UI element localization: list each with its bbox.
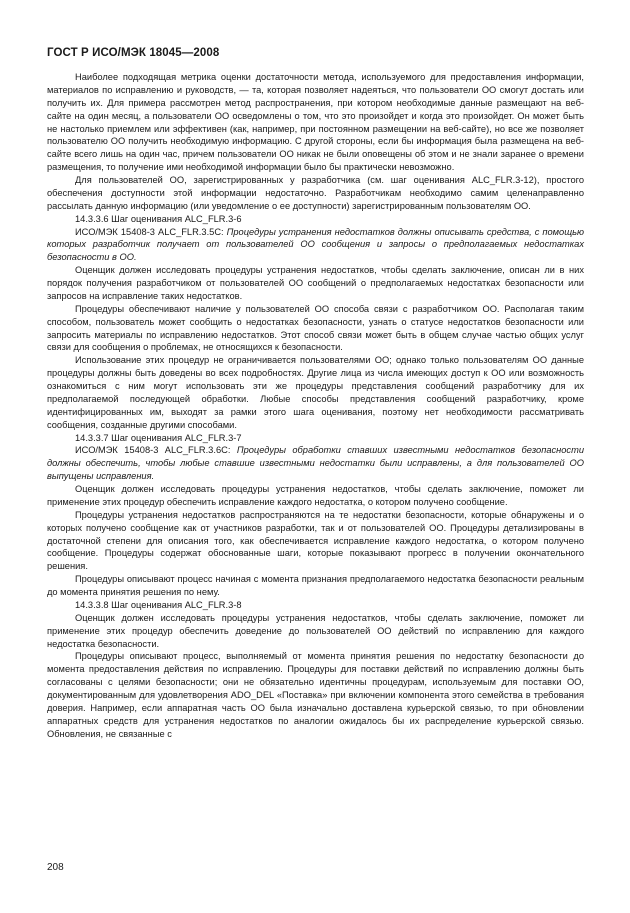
paragraph: Для пользователей ОО, зарегистрированных у разработчика (см. шаг оценивания ALC_FLR.3-12), простого обеспечения доступности этой информации недостаточно. Разработчикам необходимо самим целенаправленно рассылать данную информацию (или уведомление о ее доступности) зарегистрированным пользователям ОО. (47, 175, 584, 211)
paragraph: Процедуры описывают процесс, выполняемый от момента принятия решения по недостатку безопасности до момента предоставления действия по исправлению. Процедуры для поставки действий по исправлению должны быть согласованы с целями безопасности; они не обязательно идентичны процедурам, используемым для поставки ОО, документированным для удовлетворения ADO_DEL «Поставка» при включении компонента этого семейства в требования доверия. Например, если аппаратная часть ОО была изначально доставлена курьерской связью, то при обновлении аппаратных средств для устранения недостатков по аналогии ожидалось бы их распределение курьерской связью. Обновления, не связанные с (47, 651, 584, 739)
requirement-text: Процедуры устранения недостатков должны описывать средства, с помощью которых разработчик получает от пользователей ОО сообщения и запросы о предполагаемых недостатках безопасности в ОО. (47, 226, 584, 263)
paragraph: Оценщик должен исследовать процедуры устранения недостатков, чтобы сделать заключение, поможет ли применение этих процедур обеспечить исправление каждого недостатка, о котором получено сообщение. (47, 484, 584, 507)
paragraph: Наиболее подходящая метрика оценки достаточности метода, используемого для предоставления информации, материалов по исправлению и руководств, — та, которая позволяет надеяться, что пользователи ОО смогут достать или получить их. Для примера рассмотрен метод распространения, при котором необходимые данные размещают на веб-сайте на один месяц, а пользователи ОО осведомлены о том, что это произойдет и когда это произойдет. Он может быть не настолько приемлем или эффективен (как, например, при постоянном размещении на веб-сайте), но все же позволяет пользователю ОО получить необходимую информацию. С другой стороны, если бы информация была размещена на веб-сайте всего лишь на один час, причем пользователи ОО никак не были оповещены об этом и не знали заранее о времени размещения, то получение ими необходимой информации было бы практически невозможно. (47, 72, 584, 173)
requirement-paragraph (47, 226, 584, 265)
body-text (47, 71, 584, 741)
requirement-reference: ИСО/МЭК 15408-3 ALC_FLR.3.6C: (75, 445, 237, 456)
page-header: ГОСТ Р ИСО/МЭК 18045—2008 (47, 47, 220, 59)
paragraph: Процедуры устранения недостатков распространяются на те недостатки безопасности, которые обнаружены и о которых получено сообщение как от участников разработки, так и от пользователей ОО. Процедуры детализированы в достаточной степени для описания того, как обеспечивается исправление каждого недостатка, о котором получено сообщение. Процедуры содержат обоснованные шаги, которые показывают прогресс в получении окончательного решения. (47, 509, 584, 572)
paragraph: Оценщик должен исследовать процедуры устранения недостатков, чтобы сделать заключение, описан ли в них порядок получения разработчиком от пользователей ОО сообщений о предполагаемых недостатках безопасности или запросов на исправление таких недостатков. (47, 265, 584, 301)
requirement-paragraph (47, 444, 584, 483)
section-heading: 14.3.3.6 Шаг оценивания ALC_FLR.3-6 (75, 213, 242, 224)
section-heading: 14.3.3.8 Шаг оценивания ALC_FLR.3-8 (75, 599, 242, 610)
page-number: 208 (47, 862, 64, 873)
paragraph: Процедуры обеспечивают наличие у пользователей ОО способа связи с разработчиком ОО. Располагая таким способом, пользователь может сообщить о недостатках безопасности, узнать о статусе недостатков безопасности или запросить материалы по исправлению недостатков. Этот способ связи может быть в общем случае частью общих услуг связи для сообщения о проблемах, не относящихся к безопасности. (47, 303, 584, 353)
paragraph: Процедуры описывают процесс начиная с момента признания предполагаемого недостатка безопасности реальным до момента принятия решения по нему. (47, 574, 584, 597)
section-heading: 14.3.3.7 Шаг оценивания ALC_FLR.3-7 (75, 432, 242, 443)
paragraph: Использование этих процедур не ограничивается пользователями ОО; однако только пользователям ОО данные процедуры должны быть доведены во всех подробностях. Другие лица из числа имеющих доступ к ОО или возможность ознакомиться с ним могут использовать эти же процедуры представления сообщений разработчику для их предполагаемой последующей обработки. Любые способы представления сообщений разработчику, кроме идентифицированных им, выходят за рамки этого шага оценивания, поэтому нет необходимости рассматривать сообщения, созданные другими способами. (47, 355, 584, 430)
paragraph: Оценщик должен исследовать процедуры устранения недостатков, чтобы сделать заключение, поможет ли применение этих процедур обеспечить доведение до пользователей ОО действий по исправлению для каждого недостатка безопасности. (47, 612, 584, 649)
requirement-reference: ИСО/МЭК 15408-3 ALC_FLR.3.5C: (75, 226, 227, 237)
requirement-text: Процедуры обработки ставших известными недостатков безопасности должны обеспечить, чтобы любые ставшие известными недостатки были исправлены, а для пользователей ОО выпущены исправления. (47, 445, 584, 482)
